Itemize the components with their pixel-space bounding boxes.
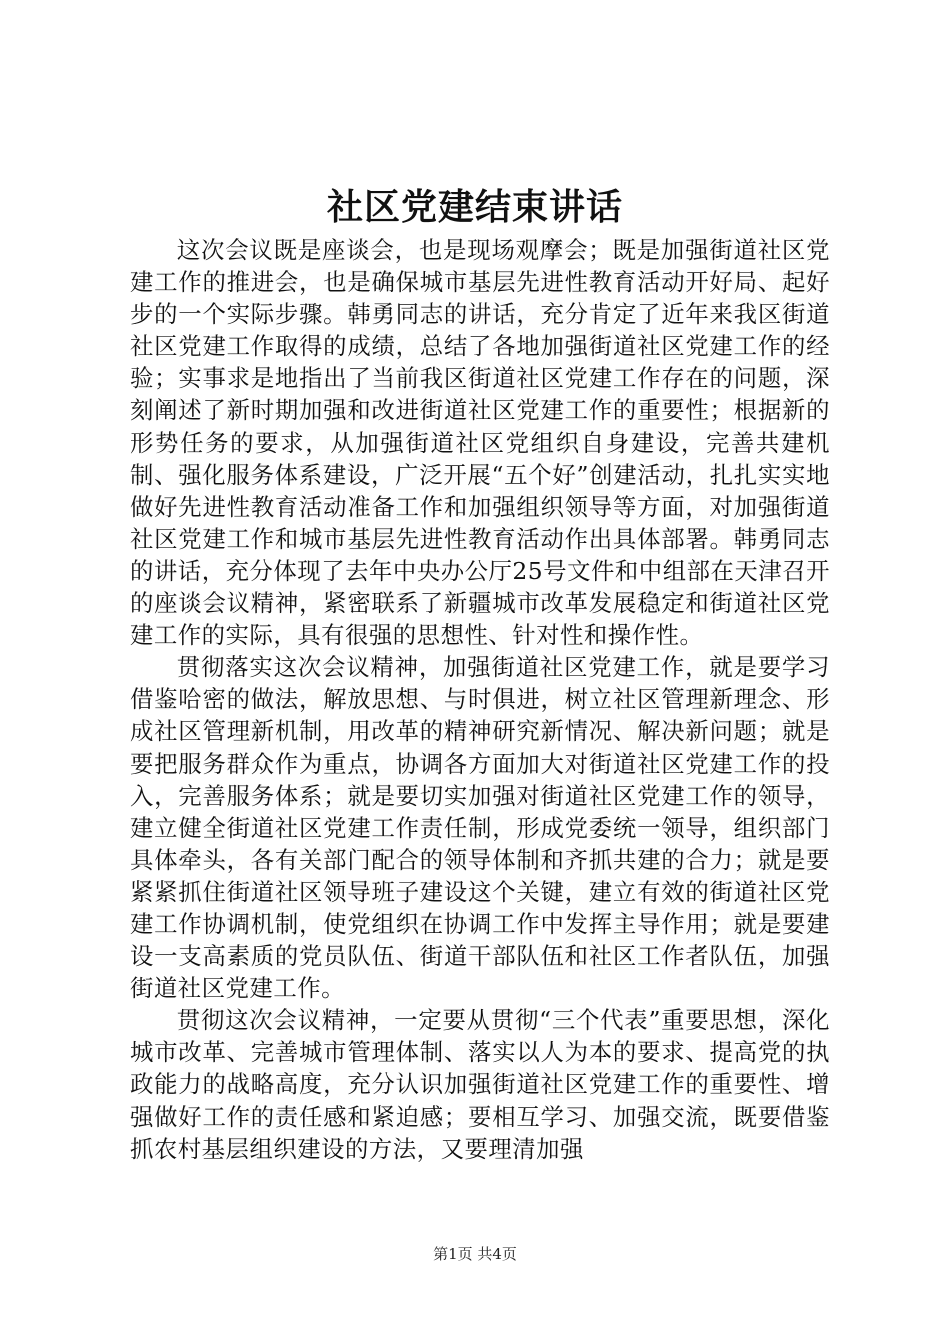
- document-body: [130, 234, 830, 1165]
- paragraph-2: 贯彻落实这次会议精神，加强街道社区党建工作，就是要学习借鉴哈密的做法，解放思想、与时俱进，树立社区管理新理念、形成社区管理新机制，用改革的精神研究新情况、解决新问题；就是要把服务群众作为重点，协调各方面加大对街道社区党建工作的投入，完善服务体系；就是要切实加强对街道社区党建工作的领导，建立健全街道社区党建工作责任制，形成党委统一领导，组织部门具体牵头，各有关部门配合的领导体制和齐抓共建的合力；就是要紧紧抓住街道社区领导班子建设这个关键，建立有效的街道社区党建工作协调机制，使党组织在协调工作中发挥主导作用；就是要建设一支高素质的党员队伍、街道干部队伍和社区工作者队伍，加强街道社区党建工作。: [130, 653, 830, 1003]
- paragraph-1: 这次会议既是座谈会，也是现场观摩会；既是加强街道社区党建工作的推进会，也是确保城市基层先进性教育活动开好局、起好步的一个实际步骤。韩勇同志的讲话，充分肯定了近年来我区街道社区党建工作取得的成绩，总结了各地加强街道社区党建工作的经验；实事求是地指出了当前我区街道社区党建工作存在的问题，深刻阐述了新时期加强和改进街道社区党建工作的重要性；根据新的形势任务的要求，从加强街道社区党组织自身建设，完善共建机制、强化服务体系建设，广泛开展“五个好”创建活动，扎扎实实地做好先进性教育活动准备工作和加强组织领导等方面，对加强街道社区党建工作和城市基层先进性教育活动作出具体部署。韩勇同志的讲话，充分体现了去年中央办公厅25号文件和中组部在天津召开的座谈会议精神，紧密联系了新疆城市改革发展稳定和街道社区党建工作的实际，具有很强的思想性、针对性和操作性。: [130, 236, 830, 650]
- document-title: 社区党建结束讲话: [326, 186, 623, 228]
- paragraph-3: 贯彻这次会议精神，一定要从贯彻“三个代表”重要思想，深化城市改革、完善城市管理体制、落实以人为本的要求、提高党的执政能力的战略高度，充分认识加强街道社区党建工作的重要性、增强做好工作的责任感和紧迫感；要相互学习、加强交流，既要借鉴抓农村基层组织建设的方法，又要理清加强: [130, 1006, 830, 1163]
- page-footer: 第1页 共4页: [433, 1245, 517, 1263]
